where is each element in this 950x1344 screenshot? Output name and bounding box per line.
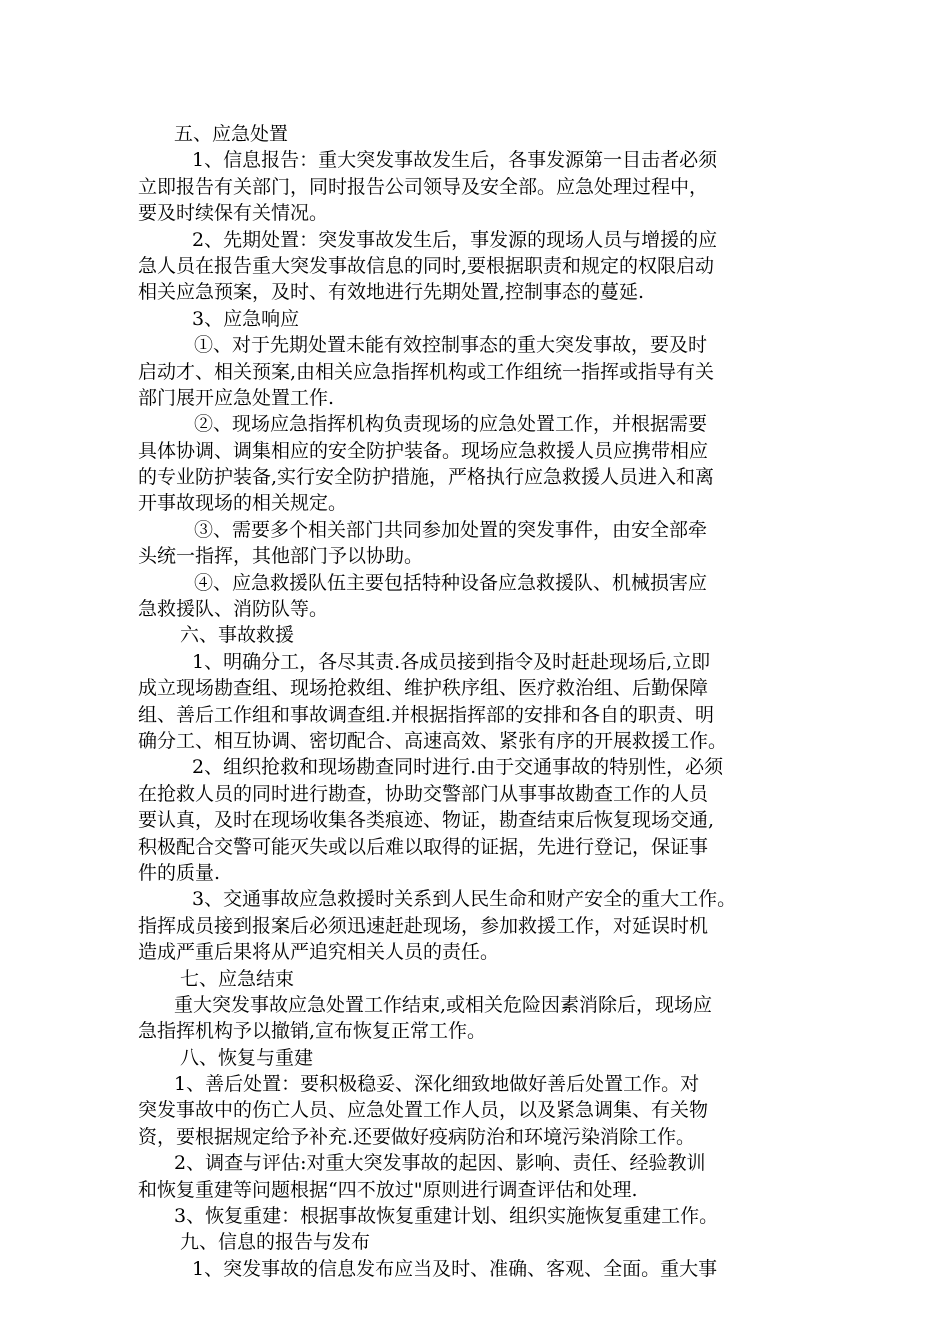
text-line: 和恢复重建等问题根据“四不放过"原则进行调查评估和处理. <box>138 1178 638 1201</box>
text-line: 头统一指挥，其他部门予以协助。 <box>138 545 424 568</box>
text-line: 具体协调、调集相应的安全防护装备。现场应急救援人员应携带相应 <box>138 439 709 462</box>
text-line: 1、明确分工，各尽其责.各成员接到指令及时赶赴现场后,立即 <box>192 650 711 673</box>
text-line: 启动才、相关预案,由相关应急指挥机构或工作组统一指挥或指导有关 <box>138 360 715 383</box>
text-line: ④、应急救援队伍主要包括特种设备应急救援队、机械损害应 <box>194 571 708 594</box>
text-line: 五、应急处置 <box>174 123 289 145</box>
text-line: 确分工、相互协调、密切配合、高速高效、紧张有序的开展救援工作。 <box>138 729 728 752</box>
text-line: 造成严重后果将从严追究相关人员的责任。 <box>138 941 500 964</box>
text-line: 相关应急预案，及时、有效地进行先期处置,控制事态的蔓延. <box>138 281 645 304</box>
text-line: 急指挥机构予以撤销,宣布恢复正常工作。 <box>138 1020 487 1043</box>
text-line: ③、需要多个相关部门共同参加处置的突发事件，由安全部牵 <box>194 518 708 541</box>
text-line: 突发事故中的伤亡人员、应急处置工作人员，以及紧急调集、有关物 <box>138 1099 709 1122</box>
text-line: 2、先期处置：突发事故发生后，事发源的现场人员与增援的应 <box>192 228 718 251</box>
text-line: 八、恢复与重建 <box>180 1046 314 1069</box>
text-line: 六、事故救援 <box>180 624 295 647</box>
text-line: 3、交通事故应急救援时关系到人民生命和财产安全的重大工作。 <box>192 888 737 911</box>
text-line: ②、现场应急指挥机构负责现场的应急处置工作，并根据需要 <box>194 413 708 436</box>
text-line: 开事故现场的相关规定。 <box>138 492 348 515</box>
text-line: 要及时续保有关情况。 <box>138 202 329 225</box>
text-line: 急救援队、消防队等。 <box>138 598 329 621</box>
text-line: 九、信息的报告与发布 <box>180 1231 371 1254</box>
text-line: 1、善后处置：要积极稳妥、深化细致地做好善后处置工作。对 <box>174 1073 700 1096</box>
text-line: 部门展开应急处置工作. <box>138 386 335 409</box>
text-line: 组、善后工作组和事故调查组.并根据指挥部的安排和各自的职责、明 <box>138 703 715 726</box>
document-page <box>138 121 828 1282</box>
text-line: 七、应急结束 <box>180 967 295 990</box>
text-line: 资，要根据规定给予补充.还要做好疫病防治和环境污染消除工作。 <box>138 1125 696 1148</box>
text-line: 1、突发事故的信息发布应当及时、准确、客观、全面。重大事 <box>192 1257 718 1280</box>
text-line: 件的质量. <box>138 861 221 884</box>
text-line: 1、信息报告：重大突发事故发生后，各事发源第一目击者必须 <box>192 149 718 172</box>
text-line: 3、恢复重建：根据事故恢复重建计划、组织实施恢复重建工作。 <box>174 1205 719 1228</box>
text-line: ①、对于先期处置未能有效控制事态的重大突发事故，要及时 <box>194 334 708 357</box>
text-line: 在抢救人员的同时进行勘查，协助交警部门从事事故勘查工作的人员 <box>138 782 709 805</box>
text-line: 要认真，及时在现场收集各类痕迹、物证，勘查结束后恢复现场交通, <box>138 809 715 832</box>
text-line: 重大突发事故应急处置工作结束,或相关危险因素消除后，现场应 <box>174 993 713 1016</box>
text-line: 成立现场勘查组、现场抢救组、维护秩序组、医疗救治组、后勤保障 <box>138 677 709 700</box>
text-line: 急人员在报告重大突发事故信息的同时,要根据职责和规定的权限启动 <box>138 254 715 277</box>
text-line: 立即报告有关部门，同时报告公司领导及安全部。应急处理过程中， <box>138 175 709 198</box>
text-line: 2、组织抢救和现场勘查同时进行.由于交通事故的特别性，必须 <box>192 756 724 779</box>
text-line: 指挥成员接到报案后必须迅速赶赴现场，参加救援工作，对延误时机 <box>138 914 709 937</box>
text-line: 3、应急响应 <box>192 307 300 330</box>
text-line: 的专业防护装备,实行安全防护措施，严格执行应急救援人员进入和离 <box>138 466 715 489</box>
text-line: 2、调查与评估:对重大突发事故的起因、影响、责任、经验教训 <box>174 1152 706 1175</box>
text-line: 积极配合交警可能灭失或以后难以取得的证据，先进行登记，保证事 <box>138 835 709 858</box>
